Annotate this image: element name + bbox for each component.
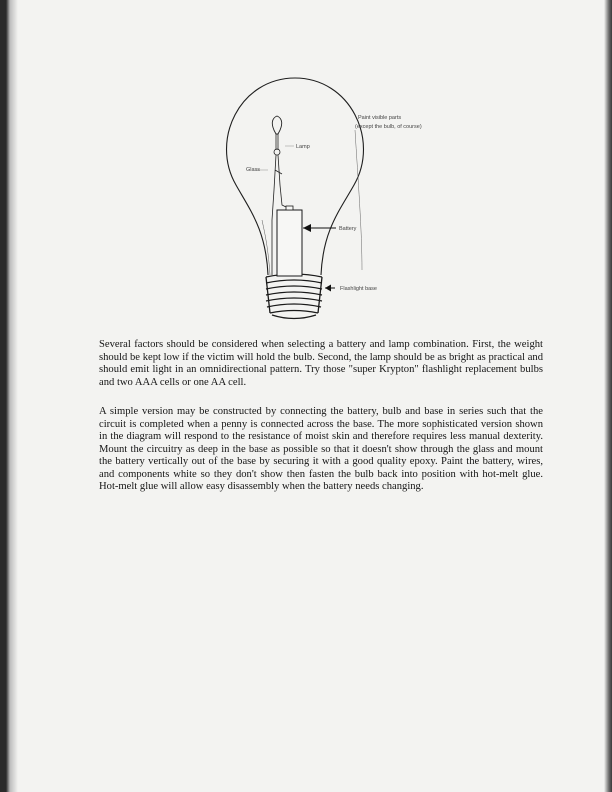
bulb-neck-inner-line [262, 220, 270, 275]
battery [277, 210, 302, 276]
base-label: Flashlight base [340, 286, 377, 292]
scan-right-edge [604, 0, 612, 792]
paragraph-construction: A simple version may be constructed by connecting the battery, bulb and base in series such that the circuit is completed when a penny is connected across the base. The more sophisticated version shown in the diagram will respond to the resistance of moist skin and therefore requires less manual dexterity. Mount the circuitry as deep in the base as possible so that it doesn't show through the glass and mount the battery vertically out of the base by securing it with a good quality epoxy. Paint the battery, wires, and components white so they don't show then fasten the bulb back into position with hot-melt glue. Hot-melt glue will allow easy disassembly when the battery needs changing. [99, 406, 543, 492]
lamp-label: Lamp [296, 144, 310, 150]
paint-note-leader [355, 130, 362, 270]
battery-terminal [286, 206, 293, 210]
paint-note-sub-label: (except the bulb, of course) [355, 124, 422, 130]
base-arrow-icon [325, 285, 335, 292]
paragraph-battery-lamp: Several factors should be considered when selecting a battery and lamp combination. First, the weight should be kept low if the victim will hold the bulb. Second, the lamp should be as bright as practical and should emit light in an omnidirectional pattern. Try those "super Krypton" flashlight replacement bulbs and two AAA cells or one AA cell. [99, 339, 543, 388]
lamp [272, 116, 281, 155]
glass-label: Glass [246, 167, 261, 173]
light-bulb-diagram [210, 70, 450, 335]
battery-label: Battery [339, 226, 357, 232]
battery-arrow-icon [303, 224, 336, 232]
paint-note-label: Paint visible parts [358, 115, 402, 121]
screw-base [266, 274, 322, 319]
scan-left-edge [0, 0, 18, 792]
light-bulb-drawing [210, 70, 450, 335]
